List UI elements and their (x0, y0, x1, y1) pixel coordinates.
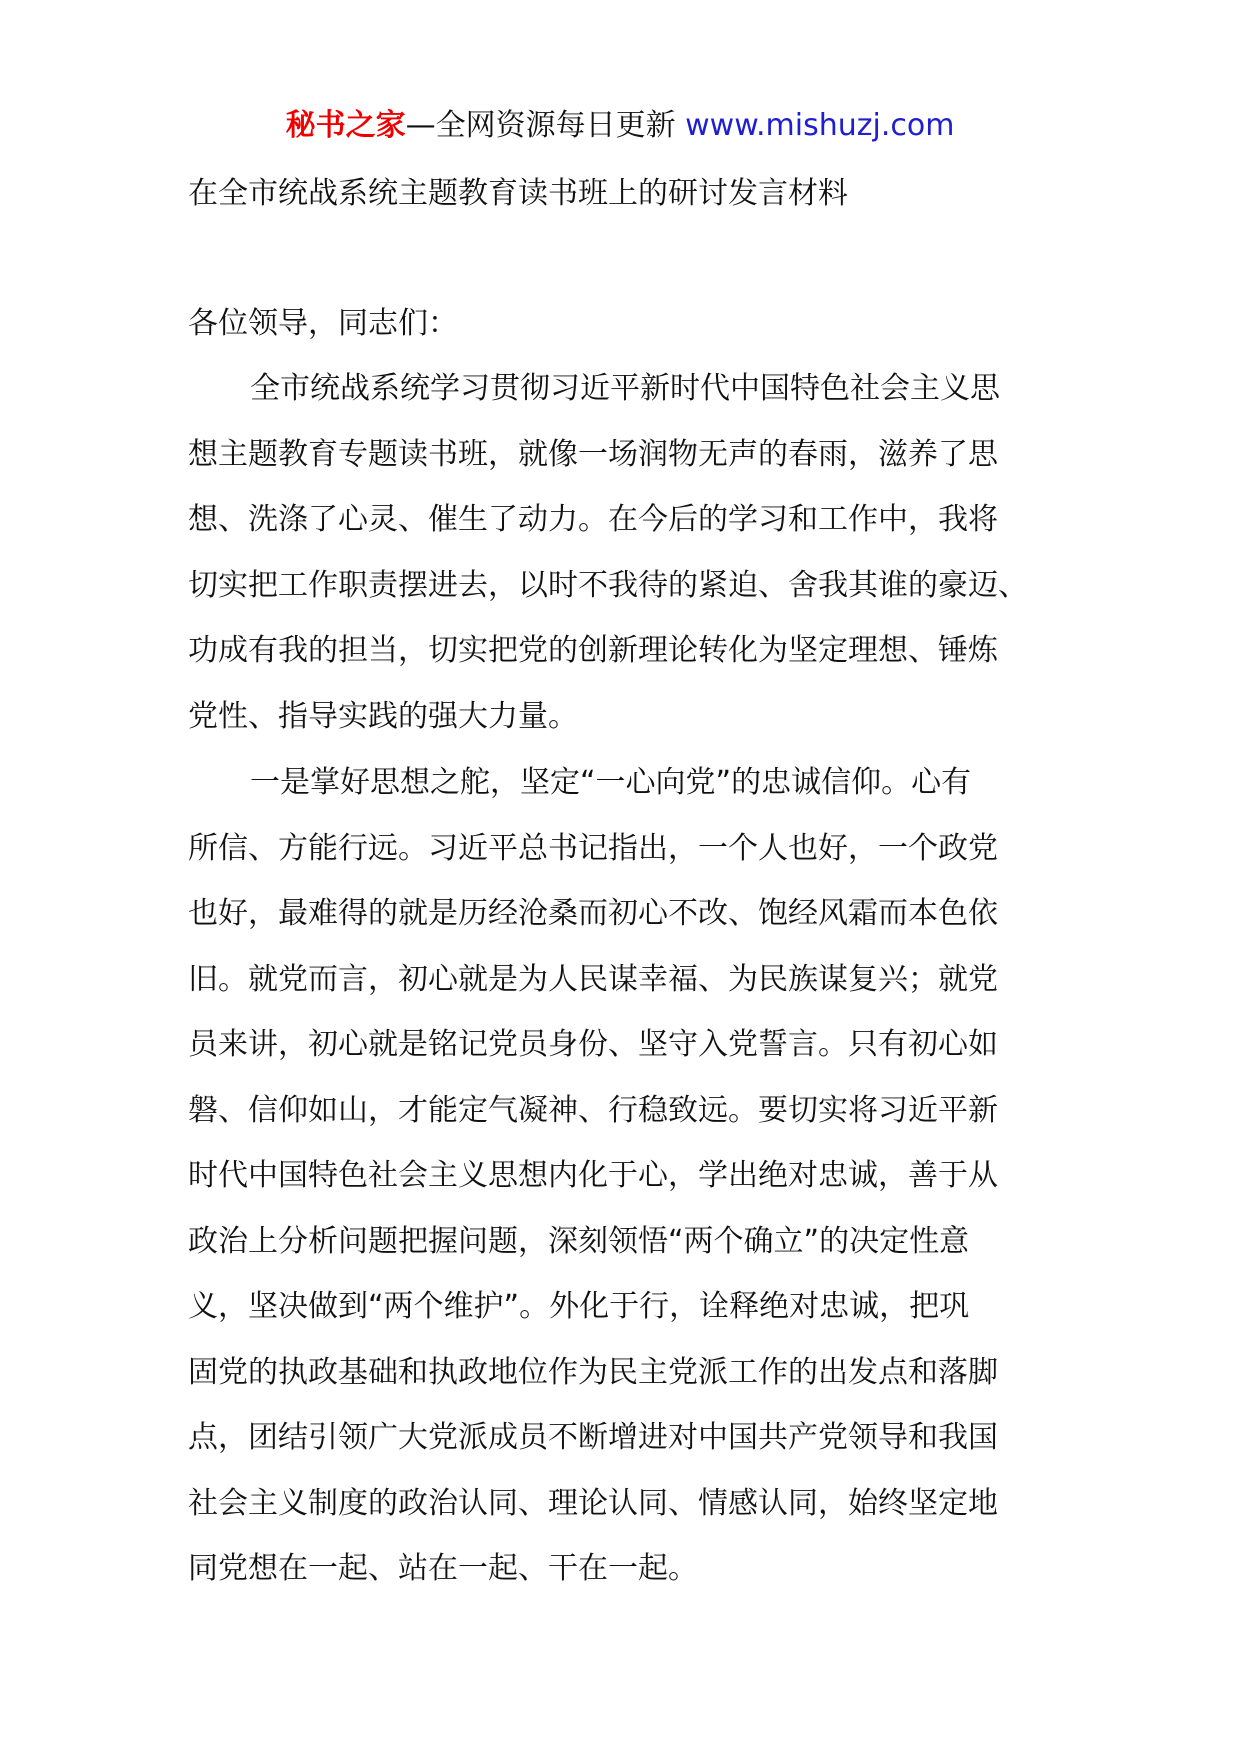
paragraph-line: 政治上分析问题把握问题，深刻领悟“两个确立”的决定性意 (188, 1223, 970, 1259)
salutation: 各位领导，同志们： (188, 306, 458, 341)
paragraph-1 (188, 356, 1068, 749)
site-header (0, 98, 1240, 154)
paragraph-line: 也好，最难得的就是历经沧桑而初心不改、饱经风霜而本色依 (188, 896, 998, 931)
paragraph-line: 党性、指导实践的强大力量。 (188, 698, 578, 734)
paragraph-line: 固党的执政基础和执政地位作为民主党派工作的出发点和落脚 (188, 1354, 998, 1390)
paragraph-line: 所信、方能行远。习近平总书记指出，一个人也好，一个政党 (188, 830, 998, 866)
paragraph-line: 点，团结引领广大党派成员不断增进对中国共产党领导和我国 (188, 1420, 998, 1455)
paragraph-line: 时代中国特色社会主义思想内化于心，学出绝对忠诚，善于从 (188, 1158, 998, 1193)
paragraph-line: 磐、信仰如山，才能定气凝神、行稳致远。要切实将习近平新 (188, 1092, 998, 1128)
paragraph-line: 一是掌好思想之舵，坚定“一心向党”的忠诚信仰。心有 (250, 765, 972, 800)
site-tagline: —全网资源每日更新 (405, 108, 676, 143)
site-name: 秘书之家 (285, 108, 406, 143)
paragraph-line: 切实把工作职责摆进去，以时不我待的紧迫、舍我其谁的豪迈、 (188, 567, 1028, 603)
paragraph-line: 同党想在一起、站在一起、干在一起。 (188, 1551, 698, 1586)
paragraph-line: 功成有我的担当，切实把党的创新理论转化为坚定理想、锤炼 (188, 633, 998, 668)
paragraph-line: 义，坚决做到“两个维护”。外化于行，诠释绝对忠诚，把巩 (188, 1289, 970, 1324)
paragraph-line: 想主题教育专题读书班，就像一场润物无声的春雨，滋养了思 (188, 436, 998, 472)
document-title: 在全市统战系统主题教育读书班上的研讨发言材料 (188, 176, 848, 211)
paragraph-2 (188, 750, 1068, 1602)
paragraph-line: 社会主义制度的政治认同、理论认同、情感认同，始终坚定地 (188, 1485, 998, 1521)
paragraph-line: 想、洗涤了心灵、催生了动力。在今后的学习和工作中，我将 (188, 502, 998, 537)
paragraph-line: 全市统战系统学习贯彻习近平新时代中国特色社会主义思 (250, 371, 1000, 406)
paragraph-line: 员来讲，初心就是铭记党员身份、坚守入党誓言。只有初心如 (188, 1027, 998, 1062)
paragraph-line: 旧。就党而言，初心就是为人民谋幸福、为民族谋复兴；就党 (188, 961, 998, 997)
site-url-link[interactable]: www.mishuzj.com (685, 108, 955, 143)
